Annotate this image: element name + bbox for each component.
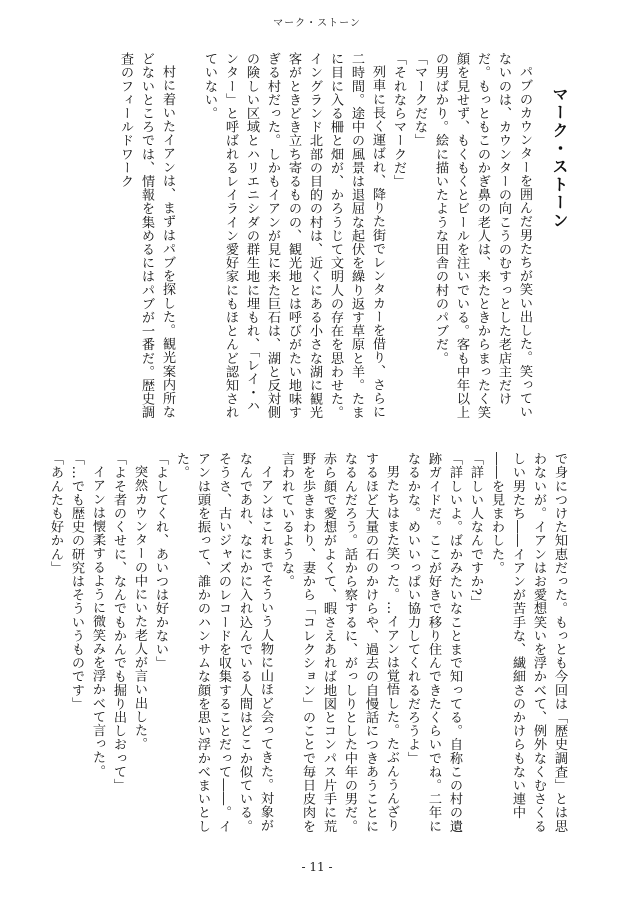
chapter-title: マーク・ストーン xyxy=(550,86,569,230)
running-header: マーク・ストーン xyxy=(273,18,361,29)
dialogue-line: 「あんたも好かん」 xyxy=(48,452,63,575)
page-number: - 11 - xyxy=(301,860,333,874)
paragraph: 列車に長く運ばれ、降りた街でレンタカーを借り、さらに二時間。途中の風景は退屈な起伏を繰り返す草原と羊。たまに目に入る柵と畑が、かろうじて文明人の存在を思わせた。イングランド北部の目的の村は、近くにある小さな湖に観光客がときどき立ち寄るものの、観光地とは呼びがたい地味すぎる村だった。しかもイアンが見に来た巨石は、湖と反対側の険しい区域とハリエニシダの群生地に埋もれ、「レイ・ハンター」と呼ばれるレイライン愛好家にもほとんど認知されていない。 xyxy=(202,52,385,420)
dialogue-line: 「詳しい人なんですか?」 xyxy=(468,452,483,610)
dialogue-line: 「…でも歴史の研究はそういうものです」 xyxy=(69,452,84,711)
dialogue-line: 「マークだな」 xyxy=(412,52,427,148)
dialogue-line: 「詳しいよ。ばかみたいなことまで知ってる。自称この村の遺跡ガイドだ。ここが好きで移り住んできたくらいでね。二年になるかな。めいいっぱい協力してくれるだろうよ」 xyxy=(405,452,462,833)
paragraph: パブのカウンターを囲んだ男たちが笑い出した。笑っていないのは、カウンターの向こうのむすっとした老店主だけだ。もっともこのかぎ鼻の老人は、来たときからまったく笑顔を見せず、もくもくとビールを注いでいる。客も中年以上の男ばかり。絵に描いたような田舎の村のパブだ。 xyxy=(433,52,532,420)
dialogue-line: 「よそ者のくせに、なんでもかんでも掘り出しおって」 xyxy=(111,452,126,792)
upper-text-block xyxy=(70,52,570,422)
paragraph: 村に着いたイアンは、まずはパブを探した。観光案内所などないところでは、情報を集めるにはパブが一番だ。歴史調査のフィールドワーク xyxy=(118,52,175,420)
paragraph: 男たちはまた笑った。…イアンは覚悟した。たぶんうんざりするほど大量の石のかけらや、過去の自慢話につきあうことになるんだろう。話から察するに、がっしりとした中年の男だ。赤ら顔で愛想がよくて、暇さえあれば地図とコンパス片手に荒野を歩きまわり、妻から「コレクション」のことで毎日皮肉を言われているような。 xyxy=(279,452,399,833)
paragraph: イアンはこれまでそういう人物に山ほど会ってきた。対象がなんであれ、なにかに入れ込んでいる人間はどこか似ている。そうさ、古いジャズのレコードを収集することだって――。イアンは頭を振って、誰かのハンサムな顔を思い浮かべまいとした。 xyxy=(174,452,273,833)
paragraph: で身につけた知恵だった。もっとも今回は「歴史調査」とは思わないが。イアンはお愛想笑いを浮かべて、例外なくむさくるしい男たち――イアンが苦手な、繊細さのかけらもない連中――を見まわした。 xyxy=(489,452,567,833)
lower-text-block xyxy=(48,452,570,834)
dialogue-line: 「それならマークだ」 xyxy=(391,52,406,188)
paragraph: イアンは懐柔するように微笑みを浮かべて言った。 xyxy=(90,465,105,778)
dialogue-line: 「よしてくれ、あいつは好かない」 xyxy=(153,452,168,670)
paragraph: 突然カウンターの中にいた老人が言い出した。 xyxy=(132,465,147,751)
